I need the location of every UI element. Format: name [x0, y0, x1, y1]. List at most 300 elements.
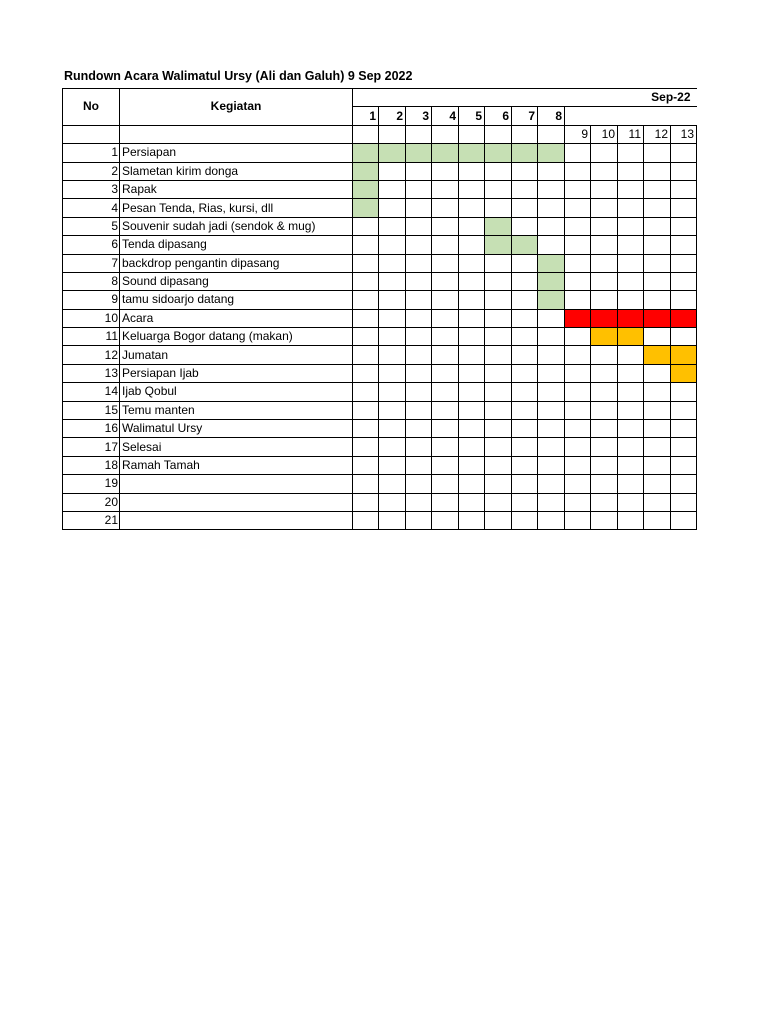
schedule-cell: [671, 420, 697, 438]
header-empty-cell: [644, 107, 671, 125]
schedule-cell: [644, 180, 671, 198]
schedule-cell: [591, 254, 618, 272]
schedule-cell: [538, 180, 565, 198]
table-row: [63, 199, 697, 217]
schedule-cell: [671, 438, 697, 456]
schedule-cell: [406, 346, 432, 364]
schedule-cell: [379, 493, 406, 511]
schedule-cell: [379, 420, 406, 438]
day-header-9: 9: [565, 125, 591, 143]
row-activity: Ijab Qobul: [120, 383, 353, 401]
schedule-cell: [432, 438, 459, 456]
schedule-cell: [485, 383, 512, 401]
schedule-cell: [565, 162, 591, 180]
schedule-bar-green: [459, 144, 485, 162]
schedule-cell: [459, 236, 485, 254]
schedule-cell: [432, 272, 459, 290]
schedule-cell: [618, 180, 644, 198]
table-row: [63, 475, 697, 493]
day-header-8: 8: [538, 107, 565, 125]
schedule-cell: [459, 475, 485, 493]
schedule-cell: [618, 346, 644, 364]
schedule-cell: [459, 511, 485, 529]
schedule-cell: [671, 144, 697, 162]
day-header-12: 12: [644, 125, 671, 143]
schedule-cell: [671, 272, 697, 290]
schedule-cell: [565, 493, 591, 511]
schedule-cell: [538, 236, 565, 254]
row-activity: Rapak: [120, 180, 353, 198]
table-row: [63, 236, 697, 254]
schedule-cell: [379, 328, 406, 346]
schedule-cell: [353, 346, 379, 364]
schedule-cell: [644, 236, 671, 254]
row-activity: Persiapan Ijab: [120, 364, 353, 382]
schedule-cell: [512, 272, 538, 290]
schedule-cell: [432, 346, 459, 364]
schedule-bar-orange: [671, 346, 697, 364]
schedule-cell: [485, 162, 512, 180]
schedule-cell: [353, 309, 379, 327]
schedule-cell: [565, 199, 591, 217]
day-header-7: 7: [512, 107, 538, 125]
schedule-cell: [538, 364, 565, 382]
row-activity: Walimatul Ursy: [120, 420, 353, 438]
schedule-cell: [406, 180, 432, 198]
schedule-cell: [512, 493, 538, 511]
schedule-cell: [459, 217, 485, 235]
schedule-cell: [485, 401, 512, 419]
schedule-cell: [644, 383, 671, 401]
day-header-1: 1: [353, 107, 379, 125]
row-activity: Keluarga Bogor datang (makan): [120, 328, 353, 346]
schedule-cell: [432, 401, 459, 419]
schedule-cell: [353, 236, 379, 254]
schedule-cell: [459, 162, 485, 180]
row-activity: Souvenir sudah jadi (sendok & mug): [120, 217, 353, 235]
schedule-cell: [406, 493, 432, 511]
row-activity: tamu sidoarjo datang: [120, 291, 353, 309]
row-number: 4: [63, 199, 120, 217]
header-no: No: [63, 89, 120, 126]
schedule-bar-green: [353, 144, 379, 162]
schedule-cell: [512, 346, 538, 364]
row-number: 15: [63, 401, 120, 419]
row-activity: [120, 475, 353, 493]
schedule-cell: [353, 493, 379, 511]
schedule-cell: [379, 254, 406, 272]
schedule-cell: [485, 346, 512, 364]
header-empty-cell: [671, 107, 697, 125]
schedule-cell: [618, 364, 644, 382]
table-row: [63, 291, 697, 309]
schedule-cell: [485, 364, 512, 382]
header-month: Sep-22: [353, 89, 697, 107]
schedule-cell: [618, 456, 644, 474]
schedule-bar-red: [565, 309, 591, 327]
schedule-cell: [379, 383, 406, 401]
schedule-cell: [406, 272, 432, 290]
row-activity: Pesan Tenda, Rias, kursi, dll: [120, 199, 353, 217]
schedule-cell: [538, 420, 565, 438]
rundown-table: [62, 88, 697, 530]
schedule-cell: [538, 511, 565, 529]
schedule-cell: [379, 456, 406, 474]
row-number: 13: [63, 364, 120, 382]
schedule-cell: [485, 199, 512, 217]
schedule-cell: [565, 456, 591, 474]
schedule-cell: [618, 144, 644, 162]
row-number: 3: [63, 180, 120, 198]
schedule-bar-green: [512, 144, 538, 162]
schedule-cell: [512, 364, 538, 382]
schedule-cell: [644, 364, 671, 382]
schedule-bar-orange: [671, 364, 697, 382]
schedule-cell: [644, 254, 671, 272]
row-number: 5: [63, 217, 120, 235]
schedule-cell: [591, 199, 618, 217]
schedule-cell: [538, 438, 565, 456]
schedule-cell: [538, 162, 565, 180]
row-number: 16: [63, 420, 120, 438]
row-number: 18: [63, 456, 120, 474]
schedule-cell: [379, 364, 406, 382]
schedule-cell: [512, 456, 538, 474]
schedule-cell: [671, 493, 697, 511]
schedule-bar-red: [671, 309, 697, 327]
schedule-cell: [512, 511, 538, 529]
schedule-bar-green: [538, 272, 565, 290]
schedule-cell: [565, 475, 591, 493]
schedule-cell: [459, 328, 485, 346]
table-row: [63, 493, 697, 511]
row-activity: Slametan kirim donga: [120, 162, 353, 180]
schedule-cell: [432, 364, 459, 382]
schedule-cell: [512, 217, 538, 235]
row-number: 21: [63, 511, 120, 529]
schedule-cell: [406, 420, 432, 438]
schedule-cell: [565, 291, 591, 309]
schedule-cell: [432, 254, 459, 272]
schedule-cell: [565, 236, 591, 254]
schedule-cell: [538, 328, 565, 346]
schedule-cell: [406, 328, 432, 346]
schedule-cell: [644, 144, 671, 162]
schedule-cell: [644, 272, 671, 290]
schedule-cell: [565, 420, 591, 438]
schedule-cell: [459, 180, 485, 198]
schedule-cell: [644, 493, 671, 511]
day-header-5: 5: [459, 107, 485, 125]
schedule-cell: [671, 236, 697, 254]
header-blank-activity: [120, 125, 353, 143]
schedule-cell: [379, 309, 406, 327]
schedule-cell: [618, 236, 644, 254]
schedule-cell: [618, 291, 644, 309]
row-number: 10: [63, 309, 120, 327]
schedule-cell: [406, 162, 432, 180]
schedule-cell: [618, 493, 644, 511]
header-row-days-9-13: [63, 125, 697, 143]
header-blank-day: [432, 125, 459, 143]
schedule-cell: [406, 291, 432, 309]
schedule-cell: [538, 199, 565, 217]
schedule-cell: [644, 162, 671, 180]
schedule-cell: [406, 475, 432, 493]
schedule-cell: [432, 217, 459, 235]
schedule-cell: [406, 236, 432, 254]
schedule-cell: [644, 420, 671, 438]
schedule-cell: [379, 511, 406, 529]
schedule-cell: [538, 475, 565, 493]
schedule-cell: [459, 420, 485, 438]
schedule-cell: [671, 199, 697, 217]
day-header-2: 2: [379, 107, 406, 125]
schedule-cell: [353, 438, 379, 456]
row-activity: [120, 511, 353, 529]
schedule-cell: [485, 328, 512, 346]
schedule-cell: [591, 420, 618, 438]
schedule-cell: [406, 309, 432, 327]
row-activity: [120, 493, 353, 511]
schedule-bar-red: [591, 309, 618, 327]
schedule-cell: [618, 420, 644, 438]
table-row: [63, 346, 697, 364]
schedule-cell: [459, 346, 485, 364]
row-number: 2: [63, 162, 120, 180]
schedule-cell: [406, 254, 432, 272]
schedule-cell: [512, 254, 538, 272]
schedule-cell: [379, 217, 406, 235]
schedule-cell: [379, 272, 406, 290]
day-header-13: 13: [671, 125, 697, 143]
schedule-cell: [671, 456, 697, 474]
header-empty-cell: [565, 107, 591, 125]
table-row: [63, 328, 697, 346]
table-row: [63, 217, 697, 235]
schedule-bar-green: [485, 144, 512, 162]
schedule-cell: [591, 217, 618, 235]
schedule-cell: [591, 180, 618, 198]
header-blank-day: [353, 125, 379, 143]
schedule-cell: [459, 309, 485, 327]
table-row: [63, 180, 697, 198]
schedule-bar-green: [485, 236, 512, 254]
schedule-cell: [406, 217, 432, 235]
row-number: 11: [63, 328, 120, 346]
schedule-bar-green: [353, 162, 379, 180]
schedule-bar-orange: [644, 346, 671, 364]
row-activity: Tenda dipasang: [120, 236, 353, 254]
table-row: [63, 383, 697, 401]
schedule-cell: [459, 272, 485, 290]
schedule-cell: [671, 254, 697, 272]
schedule-cell: [485, 272, 512, 290]
header-blank-day: [538, 125, 565, 143]
row-activity: Ramah Tamah: [120, 456, 353, 474]
day-header-10: 10: [591, 125, 618, 143]
header-empty-cell: [618, 107, 644, 125]
table-row: [63, 254, 697, 272]
schedule-cell: [618, 383, 644, 401]
schedule-cell: [379, 438, 406, 456]
schedule-cell: [618, 272, 644, 290]
schedule-cell: [485, 180, 512, 198]
schedule-bar-green: [406, 144, 432, 162]
schedule-cell: [512, 401, 538, 419]
schedule-cell: [432, 162, 459, 180]
table-row: [63, 272, 697, 290]
row-activity: Selesai: [120, 438, 353, 456]
schedule-cell: [591, 456, 618, 474]
schedule-cell: [538, 401, 565, 419]
header-blank-day: [485, 125, 512, 143]
schedule-cell: [459, 438, 485, 456]
schedule-cell: [432, 291, 459, 309]
table-row: [63, 456, 697, 474]
schedule-cell: [485, 420, 512, 438]
schedule-cell: [565, 346, 591, 364]
schedule-cell: [591, 511, 618, 529]
schedule-cell: [432, 199, 459, 217]
row-number: 8: [63, 272, 120, 290]
schedule-cell: [591, 272, 618, 290]
schedule-cell: [353, 364, 379, 382]
schedule-cell: [353, 456, 379, 474]
schedule-cell: [538, 346, 565, 364]
schedule-cell: [644, 401, 671, 419]
schedule-cell: [618, 162, 644, 180]
schedule-cell: [379, 162, 406, 180]
table-row: [63, 401, 697, 419]
schedule-cell: [618, 254, 644, 272]
schedule-cell: [591, 364, 618, 382]
schedule-cell: [565, 254, 591, 272]
schedule-cell: [671, 291, 697, 309]
schedule-cell: [671, 475, 697, 493]
schedule-cell: [644, 511, 671, 529]
schedule-cell: [406, 456, 432, 474]
schedule-cell: [353, 401, 379, 419]
schedule-cell: [644, 475, 671, 493]
header-blank-day: [512, 125, 538, 143]
schedule-cell: [565, 272, 591, 290]
row-number: 1: [63, 144, 120, 162]
schedule-cell: [432, 180, 459, 198]
table-row: [63, 438, 697, 456]
schedule-cell: [618, 199, 644, 217]
header-blank-day: [459, 125, 485, 143]
schedule-cell: [671, 401, 697, 419]
row-number: 9: [63, 291, 120, 309]
sheet-title: Rundown Acara Walimatul Ursy (Ali dan Galuh) 9 Sep 2022: [64, 69, 413, 83]
schedule-cell: [353, 475, 379, 493]
schedule-cell: [432, 383, 459, 401]
schedule-cell: [379, 236, 406, 254]
schedule-cell: [485, 493, 512, 511]
day-header-6: 6: [485, 107, 512, 125]
schedule-cell: [644, 199, 671, 217]
schedule-cell: [459, 493, 485, 511]
schedule-cell: [512, 291, 538, 309]
schedule-cell: [512, 438, 538, 456]
schedule-cell: [512, 199, 538, 217]
schedule-cell: [512, 162, 538, 180]
schedule-cell: [565, 180, 591, 198]
schedule-cell: [512, 475, 538, 493]
schedule-cell: [591, 144, 618, 162]
table-row: [63, 420, 697, 438]
schedule-cell: [671, 217, 697, 235]
schedule-cell: [565, 144, 591, 162]
row-activity: backdrop pengantin dipasang: [120, 254, 353, 272]
row-number: 12: [63, 346, 120, 364]
schedule-cell: [565, 364, 591, 382]
schedule-bar-green: [538, 291, 565, 309]
schedule-cell: [406, 383, 432, 401]
schedule-cell: [485, 309, 512, 327]
header-blank-no: [63, 125, 120, 143]
schedule-cell: [459, 456, 485, 474]
schedule-cell: [618, 511, 644, 529]
schedule-cell: [591, 236, 618, 254]
schedule-cell: [485, 456, 512, 474]
schedule-cell: [565, 438, 591, 456]
schedule-cell: [538, 217, 565, 235]
table-row: [63, 309, 697, 327]
schedule-cell: [671, 511, 697, 529]
row-number: 20: [63, 493, 120, 511]
schedule-cell: [406, 364, 432, 382]
row-activity: Acara: [120, 309, 353, 327]
schedule-cell: [512, 180, 538, 198]
schedule-cell: [644, 438, 671, 456]
schedule-cell: [432, 475, 459, 493]
schedule-bar-orange: [591, 328, 618, 346]
schedule-cell: [565, 401, 591, 419]
row-number: 6: [63, 236, 120, 254]
schedule-cell: [485, 254, 512, 272]
schedule-bar-green: [538, 144, 565, 162]
day-header-11: 11: [618, 125, 644, 143]
schedule-cell: [432, 456, 459, 474]
schedule-bar-orange: [618, 328, 644, 346]
header-blank-day: [379, 125, 406, 143]
row-number: 19: [63, 475, 120, 493]
row-activity: Persiapan: [120, 144, 353, 162]
schedule-bar-green: [485, 217, 512, 235]
schedule-cell: [406, 511, 432, 529]
table-row: [63, 144, 697, 162]
schedule-cell: [432, 420, 459, 438]
schedule-cell: [485, 438, 512, 456]
schedule-cell: [485, 291, 512, 309]
table-row: [63, 511, 697, 529]
schedule-cell: [485, 511, 512, 529]
schedule-bar-green: [353, 180, 379, 198]
schedule-cell: [353, 383, 379, 401]
schedule-cell: [353, 291, 379, 309]
schedule-cell: [512, 309, 538, 327]
schedule-cell: [591, 438, 618, 456]
schedule-cell: [618, 217, 644, 235]
schedule-cell: [591, 383, 618, 401]
row-activity: Sound dipasang: [120, 272, 353, 290]
schedule-cell: [432, 493, 459, 511]
schedule-cell: [671, 383, 697, 401]
schedule-cell: [379, 199, 406, 217]
schedule-cell: [644, 217, 671, 235]
